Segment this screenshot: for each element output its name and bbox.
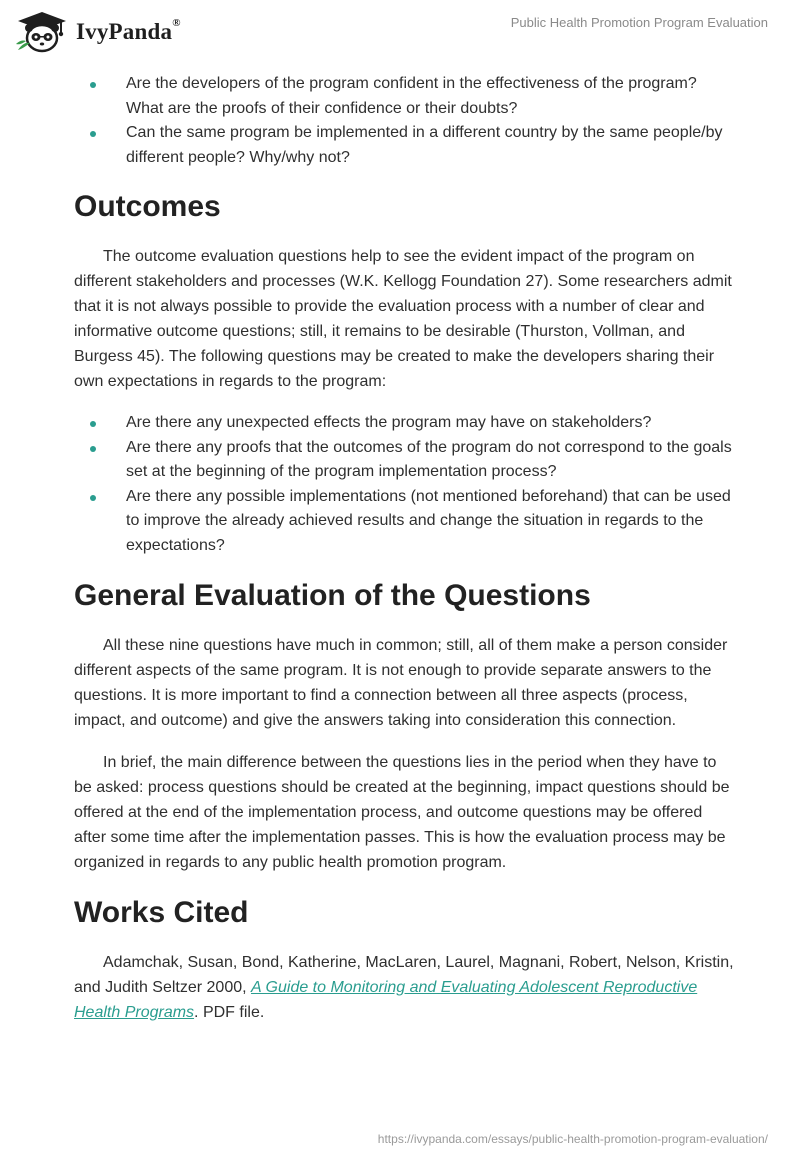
general-paragraph-1: All these nine questions have much in common; still, all of them make a person consider different aspects of the same program. It is not enough to provide separate answers to the questions. It is more important to find a connection between all three aspects (process, impact, and outcome) and give the answers taking into consideration this connection. bbox=[74, 637, 728, 729]
outcomes-paragraph: The outcome evaluation questions help to see the evident impact of the program on different stakeholders and processes (W.K. Kellogg Foundation 27). Some researchers admit that it is not always possible to provide the evaluation process with a number of clear and informative outcome questions; still, it remains to be desirable (Thurston, Vollman, and Burgess 45). The following questions may be created to make the developers sharing their own expectations in regards to the program: bbox=[74, 248, 732, 390]
citation-suffix: . PDF file. bbox=[194, 1004, 265, 1021]
works-cited-heading: Works Cited bbox=[74, 896, 249, 929]
citation-authors: Adamchak, Susan, Bond, Katherine, MacLaren, Laurel, Magnani, Robert, Nelson, Kristin, and Judith Seltzer 2000, bbox=[74, 954, 734, 996]
bullet-icon bbox=[90, 495, 96, 501]
list-item bbox=[74, 436, 734, 485]
citation-entry bbox=[74, 950, 734, 1025]
outcome-question-list bbox=[74, 411, 734, 558]
bullet-icon bbox=[90, 82, 96, 88]
list-item-text: Are the developers of the program confident in the effectiveness of the program? What are the proofs of their confidence or their doubts? bbox=[126, 75, 697, 117]
bullet-icon bbox=[90, 131, 96, 137]
list-item bbox=[74, 411, 734, 436]
list-item-text: Are there any possible implementations (not mentioned beforehand) that can be used to improve the already achieved results and change the situation in regards to the expectations? bbox=[126, 487, 731, 554]
panda-graduate-icon bbox=[14, 10, 70, 54]
document-title: Public Health Promotion Program Evaluation bbox=[510, 15, 768, 30]
list-item-text: Can the same program be implemented in a different country by the same people/by different people? Why/why not? bbox=[126, 124, 723, 166]
list-item bbox=[74, 72, 734, 121]
bullet-icon bbox=[90, 421, 96, 427]
list-item bbox=[74, 485, 734, 559]
outcomes-heading: Outcomes bbox=[74, 190, 221, 223]
bullet-icon bbox=[90, 446, 96, 452]
brand-name: IvyPanda® bbox=[76, 17, 181, 44]
essay-content bbox=[74, 70, 734, 1025]
brand-logo[interactable] bbox=[14, 10, 181, 54]
general-paragraph-2: In brief, the main difference between the questions lies in the period when they have to be asked: process questions should be created at the beginning, impact questions should be offered at the end of the implementation process, and outcome questions may be offered after some time after the implementation passes. This is how the evaluation process may be organized in regards to any public health promotion program. bbox=[74, 754, 730, 871]
impact-question-list bbox=[74, 72, 734, 170]
list-item-text: Are there any unexpected effects the program may have on stakeholders? bbox=[126, 414, 652, 431]
source-url: https://ivypanda.com/essays/public-health-promotion-program-evaluation/ bbox=[377, 1132, 768, 1146]
page-header bbox=[0, 0, 800, 60]
registered-mark: ® bbox=[172, 17, 181, 29]
list-item bbox=[74, 121, 734, 170]
list-item-text: Are there any proofs that the outcomes of the program do not correspond to the goals set at the beginning of the program implementation process? bbox=[126, 438, 732, 480]
citation-link[interactable]: A Guide to Monitoring and Evaluating Adolescent Reproductive Health Programs bbox=[74, 979, 698, 1021]
general-evaluation-heading: General Evaluation of the Questions bbox=[74, 579, 591, 612]
